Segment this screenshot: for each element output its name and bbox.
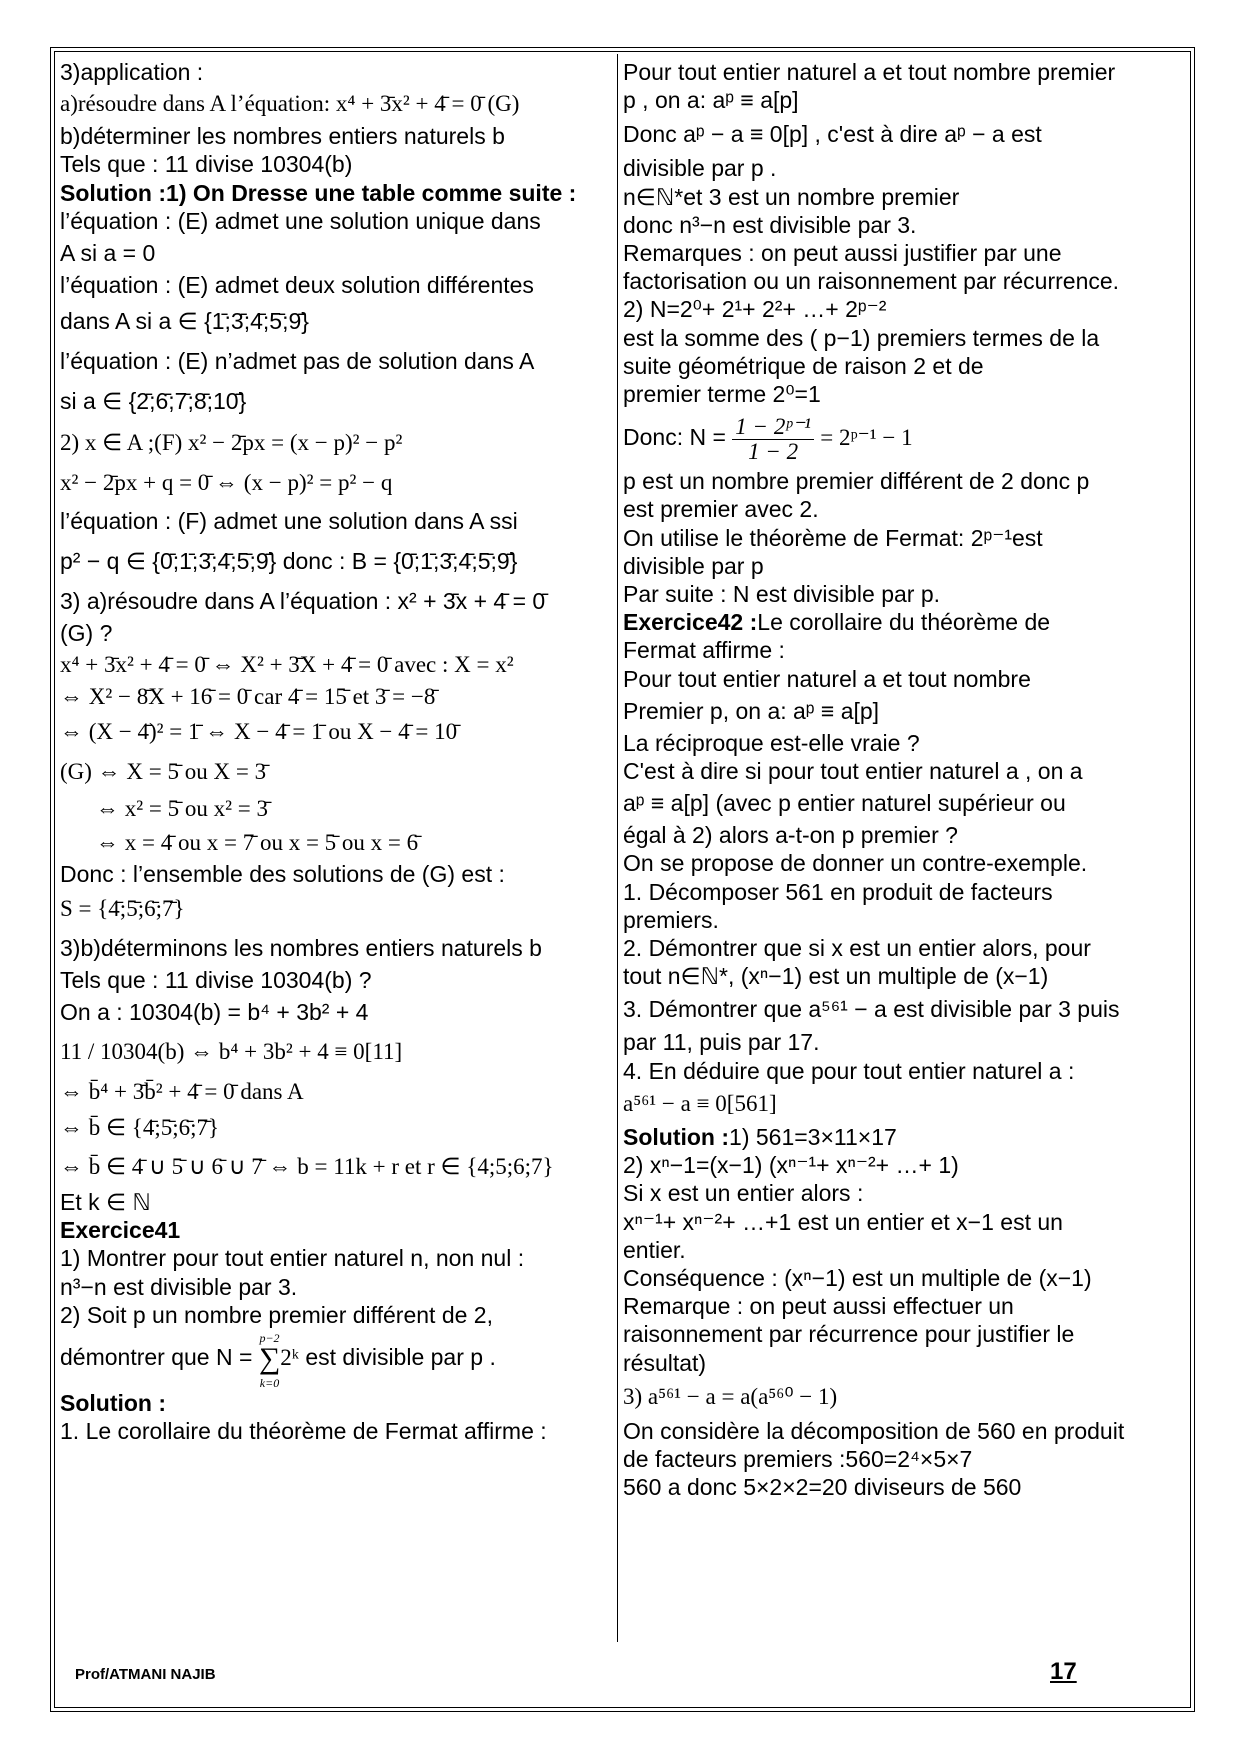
- math-line: ⇔ X² − 8̄X + 16̄ = 0̄ car 4̄ = 15̄ et 3̄ = −8̄: [60, 684, 436, 710]
- solution-heading: Solution :: [60, 1390, 167, 1417]
- text-line: Premier p, on a: aᵖ ≡ a[p]: [623, 697, 880, 724]
- text-line: raisonnement par récurrence pour justifier le: [623, 1321, 1075, 1348]
- text-line: On a : 10304(b) = b⁴ + 3b² + 4: [60, 999, 369, 1026]
- text-line: de facteurs premiers :560=2⁴×5×7: [623, 1445, 973, 1472]
- text-line: 3) a)résoudre dans A l’équation : x² + 3̄x + 4̄ = 0̄: [60, 588, 546, 615]
- footer-author: Prof/ATMANI NAJIB: [75, 1666, 216, 1683]
- text-line: 2) xⁿ−1=(x−1) (xⁿ⁻¹+ xⁿ⁻²+ …+ 1): [623, 1152, 959, 1179]
- text-line: p est un nombre premier différent de 2 donc p: [623, 468, 1090, 495]
- text-line: est la somme des ( p−1) premiers termes de la: [623, 324, 1100, 351]
- text-line: (G) ?: [60, 620, 113, 647]
- text-line: divisible par p: [623, 552, 764, 579]
- exercise-heading: Exercice41: [60, 1217, 181, 1244]
- text-line: On considère la décomposition de 560 en produit: [623, 1417, 1125, 1444]
- text-line: On utilise le théorème de Fermat: 2ᵖ⁻¹est: [623, 524, 1043, 551]
- text-line: Par suite : N est divisible par p.: [623, 581, 941, 608]
- text-line: 560 a donc 5×2×2=20 diviseurs de 560: [623, 1474, 1022, 1501]
- text-line: p , on a: aᵖ ≡ a[p]: [623, 87, 799, 114]
- text-line: égal à 2) alors a-t-on p premier ?: [623, 822, 958, 849]
- text-line: Donc aᵖ − a ≡ 0[p] , c'est à dire aᵖ − a est: [623, 121, 1042, 148]
- sum-symbol: p−2 ∑ k=0: [258, 1331, 281, 1391]
- text-line: On se propose de donner un contre-exemple.: [623, 850, 1088, 877]
- math-line: a⁵⁶¹ − a ≡ 0[561]: [623, 1090, 777, 1116]
- exercise-heading: Exercice42 :: [623, 609, 758, 636]
- page-number: 17: [1050, 1658, 1077, 1685]
- text-line: Pour tout entier naturel a et tout nombre premier: [623, 59, 1116, 85]
- text-line: aᵖ ≡ a[p] (avec p entier naturel supérieur ou: [623, 790, 1066, 817]
- math-line: ⇔ x = 4̄ ou x = 7̄ ou x = 5̄ ou x = 6̄: [96, 829, 419, 855]
- math-line: (G) ⇔ X = 5̄ ou X = 3̄: [60, 758, 267, 784]
- text-line: l’équation : (E) n’admet pas de solution dans A: [60, 348, 535, 375]
- math-line: ⇔ (X − 4̄)² = 1̄ ⇔ X − 4̄ = 1̄ ou X − 4̄ = 10̄: [60, 718, 458, 744]
- text-line: l’équation : (F) admet une solution dans A ssi: [60, 508, 518, 535]
- text-line: 1) Montrer pour tout entier naturel n, non nul :: [60, 1245, 525, 1272]
- math-line: ⇔ b̄ ∈ 4̄ ∪ 5̄ ∪ 6̄ ∪ 7̄ ⇔ b = 11k + r et r ∈ {4;5;6;7}: [60, 1154, 554, 1180]
- text-line: Tels que : 11 divise 10304(b) ?: [60, 966, 372, 993]
- text-line: Et k ∈ ℕ: [60, 1189, 151, 1216]
- math-line: ⇔ b̄⁴ + 3̄b̄² + 4̄ = 0̄ dans A: [60, 1079, 304, 1105]
- text-line: donc n³−n est divisible par 3.: [623, 211, 917, 238]
- text-line: C'est à dire si pour tout entier naturel a , on a: [623, 758, 1083, 785]
- fraction: $\frac{\text{1 − 2ᵖ⁻¹}}{1 - 2}$: [732, 415, 814, 464]
- text-line: suite géométrique de raison 2 et de: [623, 352, 984, 379]
- text-line: 2) N=2⁰+ 2¹+ 2²+ …+ 2ᵖ⁻²: [623, 296, 887, 323]
- text-line: premier terme 2⁰=1: [623, 381, 821, 408]
- text-line: 1. Le corollaire du théorème de Fermat affirme :: [60, 1418, 547, 1445]
- text-line: 2. Démontrer que si x est un entier alors, pour: [623, 935, 1091, 962]
- text-line: résultat): [623, 1349, 707, 1376]
- right-column: [623, 58, 1183, 1501]
- text-line: par 11, puis par 17.: [623, 1029, 820, 1056]
- text-line: entier.: [623, 1236, 686, 1263]
- math-line: 11 / 10304(b) ⇔ b⁴ + 3b² + 4 ≡ 0[11]: [60, 1039, 403, 1065]
- text-line: 1. Décomposer 561 en produit de facteurs: [623, 878, 1053, 905]
- text-line: Si x est un entier alors :: [623, 1180, 864, 1207]
- solution-line: Solution :1) 561=3×11×17: [623, 1123, 897, 1150]
- text-line: La réciproque est-elle vraie ?: [623, 729, 920, 756]
- text-line: factorisation ou un raisonnement par récurrence.: [623, 268, 1120, 295]
- exercise-line: Exercice42 :Le corollaire du théorème de: [623, 609, 1051, 636]
- text-line: n³−n est divisible par 3.: [60, 1273, 298, 1300]
- text-line: divisible par p .: [623, 155, 777, 182]
- text-line: si a ∈ {2̄;6̄;7̄;8̄;10̄}: [60, 388, 247, 415]
- text-line: xⁿ⁻¹+ xⁿ⁻²+ …+1 est un entier et x−1 est un: [623, 1208, 1063, 1235]
- text-line: Fermat affirme :: [623, 637, 785, 664]
- text-line: 3. Démontrer que a⁵⁶¹ − a est divisible par 3 puis: [623, 996, 1120, 1023]
- math-line: 3) a⁵⁶¹ − a = a(a⁵⁶⁰ − 1): [623, 1383, 838, 1409]
- text-line: Remarque : on peut aussi effectuer un: [623, 1293, 1014, 1320]
- text-line: Donc : l’ensemble des solutions de (G) est :: [60, 860, 505, 887]
- text-line: Remarques : on peut aussi justifier par une: [623, 240, 1062, 267]
- left-column: [60, 58, 608, 1445]
- text-line: 3)application :: [60, 59, 204, 85]
- text-line: Conséquence : (xⁿ−1) est un multiple de (x−1): [623, 1264, 1092, 1291]
- solution-heading: Solution :1) On Dresse une table comme suite :: [60, 179, 577, 206]
- text-line: 2) Soit p un nombre premier différent de 2,: [60, 1301, 493, 1328]
- text-line: premiers.: [623, 906, 719, 933]
- text-line: p² − q ∈ {0̄;1̄;3̄;4̄;5̄;9̄} donc : B = {0̄;1̄;3̄;4̄;5̄;9̄}: [60, 548, 518, 575]
- text-line: b)déterminer les nombres entiers naturels b: [60, 123, 505, 150]
- math-line: ⇔ x² = 5̄ ou x² = 3̄: [96, 795, 268, 821]
- math-line: x² − 2̄px + q = 0̄ ⇔ (x − p)² = p² − q: [60, 470, 393, 496]
- column-divider: [617, 54, 618, 1642]
- text-line: Tels que : 11 divise 10304(b): [60, 151, 353, 178]
- text-line: dans A si a ∈ {1̄;3̄;4̄;5̄;9̄}: [60, 308, 309, 335]
- text-line: n∈ℕ*et 3 est un nombre premier: [623, 183, 960, 210]
- text-line: l’équation : (E) admet une solution unique dans: [60, 207, 541, 234]
- math-line: 2) x ∈ A ;(F) x² − 2̄px = (x − p)² − p²: [60, 430, 403, 456]
- math-line: x⁴ + 3̄x² + 4̄ = 0̄ ⇔ X² + 3̄X + 4̄ = 0̄ avec : X = x²: [60, 652, 514, 678]
- text-line: A si a = 0: [60, 240, 156, 267]
- text-line: est premier avec 2.: [623, 496, 819, 523]
- fraction-line: Donc: N = $\frac{\text{1 − 2ᵖ⁻¹}}{1 - 2}$ = 2ᵖ⁻¹ − 1: [623, 413, 913, 464]
- text-line: 3)b)déterminons les nombres entiers naturels b: [60, 934, 542, 961]
- math-line: S = {4̄;5̄;6̄;7̄}: [60, 895, 185, 921]
- text-line: l’équation : (E) admet deux solution différentes: [60, 272, 534, 299]
- sum-line: démontrer que N = p−2 ∑ k=02ᵏ est divisible par p .: [60, 1331, 496, 1391]
- solution-heading: Solution :: [623, 1123, 730, 1150]
- text-line: Pour tout entier naturel a et tout nombre: [623, 665, 1031, 692]
- text-line: 4. En déduire que pour tout entier naturel a :: [623, 1057, 1075, 1084]
- math-line: ⇔ b̄ ∈ {4̄;5̄;6̄;7̄}: [60, 1115, 220, 1141]
- text-line: tout n∈ℕ*, (xⁿ−1) est un multiple de (x−1): [623, 963, 1049, 990]
- text-line: a)résoudre dans A l’équation: x⁴ + 3̄x² + 4̄ = 0̄ (G): [60, 91, 520, 117]
